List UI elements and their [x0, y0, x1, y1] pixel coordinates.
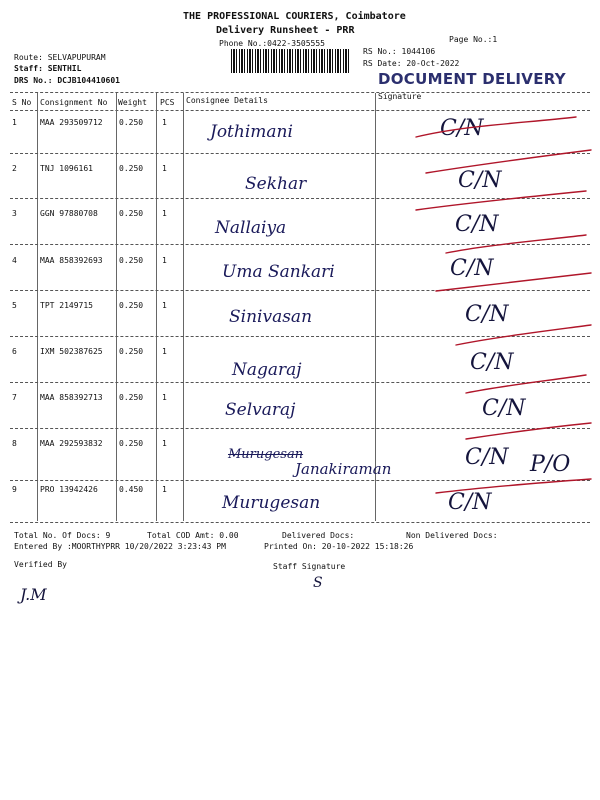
verified-by-label: Verified By: [14, 560, 67, 569]
row-weight: 0.250: [119, 256, 144, 265]
header-top-rule: [10, 92, 590, 93]
row-consignment: MAA 858392713: [40, 393, 103, 402]
printed-on: Printed On: 20-10-2022 15:18:26: [264, 542, 414, 551]
col-sno: S No: [12, 98, 32, 107]
col-pcs: PCS: [160, 98, 175, 107]
row-sno: 2: [12, 164, 17, 173]
col-divider: [116, 93, 117, 521]
total-cod: Total COD Amt: 0.00: [147, 531, 239, 540]
row-consignee: Janakiraman: [295, 460, 392, 478]
row-signature: C/N: [465, 302, 509, 327]
row-sno: 5: [12, 301, 17, 310]
route: Route: SELVAPUPURAM: [14, 53, 106, 62]
row-sno: 9: [12, 485, 17, 494]
row-pcs: 1: [162, 393, 167, 402]
row-consignment: GGN 97880708: [40, 209, 98, 218]
row-consignee: Murugesan: [222, 493, 321, 513]
phone-number: Phone No.:0422-3505555: [219, 39, 325, 48]
row-pcs: 1: [162, 209, 167, 218]
row-signature: C/N: [455, 212, 499, 237]
row-signature: C/N: [465, 445, 509, 470]
staff-signature-mark: S: [313, 575, 323, 591]
col-divider: [156, 93, 157, 521]
row-consignee: Selvaraj: [225, 400, 296, 420]
row-weight: 0.250: [119, 164, 144, 173]
entered-by: Entered By :MOORTHYPRR 10/20/2022 3:23:43 PM: [14, 542, 226, 551]
row-consignment: TNJ 1096161: [40, 164, 93, 173]
row-sno: 6: [12, 347, 17, 356]
rs-date: RS Date: 20-Oct-2022: [363, 59, 460, 68]
row-pcs: 1: [162, 164, 167, 173]
verified-by-signature: J.M: [20, 585, 47, 604]
row-consignee: Nallaiya: [215, 218, 287, 238]
row-signature: C/N: [440, 116, 484, 141]
row-weight: 0.250: [119, 393, 144, 402]
delivered-docs: Delivered Docs:: [282, 531, 355, 540]
row-consignment: MAA 858392693: [40, 256, 103, 265]
col-consignment: Consignment No: [40, 98, 108, 107]
col-divider: [37, 93, 38, 521]
row-consignment: MAA 293509712: [40, 118, 103, 127]
staff-signature-label: Staff Signature: [273, 562, 346, 571]
barcode: [231, 49, 351, 73]
total-docs: Total No. Of Docs: 9: [14, 531, 111, 540]
row-pcs: 1: [162, 118, 167, 127]
row-signature: C/N: [470, 350, 514, 375]
document-delivery-stamp: DOCUMENT DELIVERY: [378, 70, 566, 88]
row-consignment: MAA 292593832: [40, 439, 103, 448]
row-note-po: P/O: [530, 452, 571, 477]
staff: Staff: SENTHIL: [14, 64, 82, 73]
row-weight: 0.250: [119, 118, 144, 127]
company-name: THE PROFESSIONAL COURIERS, Coimbatore: [183, 11, 406, 22]
page-number: Page No.:1: [449, 35, 498, 44]
row-sno: 4: [12, 256, 17, 265]
non-delivered-docs: Non Delivered Docs:: [406, 531, 498, 540]
col-signature: Signature: [378, 92, 422, 101]
drs-number: DRS No.: DCJB104410601: [14, 76, 120, 85]
row-signature: C/N: [482, 396, 526, 421]
row-consignee: Sekhar: [245, 174, 307, 194]
row-sno: 7: [12, 393, 17, 402]
row-consignment: TPT 2149715: [40, 301, 93, 310]
runsheet-title: Delivery Runsheet - PRR: [216, 25, 355, 36]
row-pcs: 1: [162, 485, 167, 494]
red-pen-strokes: [376, 95, 598, 525]
row-pcs: 1: [162, 439, 167, 448]
row-weight: 0.250: [119, 209, 144, 218]
row-consignment: IXM 502387625: [40, 347, 103, 356]
col-divider: [183, 93, 184, 521]
row-consignee: Uma Sankari: [222, 262, 335, 282]
row-consignment: PRO 13942426: [40, 485, 98, 494]
row-sno: 3: [12, 209, 17, 218]
row-pcs: 1: [162, 301, 167, 310]
row-weight: 0.250: [119, 301, 144, 310]
row-weight: 0.450: [119, 485, 144, 494]
row-consignee: Sinivasan: [229, 307, 313, 327]
rs-number: RS No.: 1044106: [363, 47, 436, 56]
row-signature: C/N: [458, 168, 502, 193]
row-weight: 0.250: [119, 347, 144, 356]
col-consignee: Consignee Details: [186, 96, 268, 105]
row-signature: C/N: [450, 256, 494, 281]
row-signature: C/N: [448, 490, 492, 515]
row-weight: 0.250: [119, 439, 144, 448]
row-sno: 1: [12, 118, 17, 127]
row-consignee: Nagaraj: [232, 360, 302, 380]
row-consignee: Jothimani: [210, 122, 293, 142]
col-weight: Weight: [118, 98, 147, 107]
row-consignee-struck: Murugesan: [228, 447, 304, 462]
row-pcs: 1: [162, 347, 167, 356]
row-sno: 8: [12, 439, 17, 448]
row-pcs: 1: [162, 256, 167, 265]
